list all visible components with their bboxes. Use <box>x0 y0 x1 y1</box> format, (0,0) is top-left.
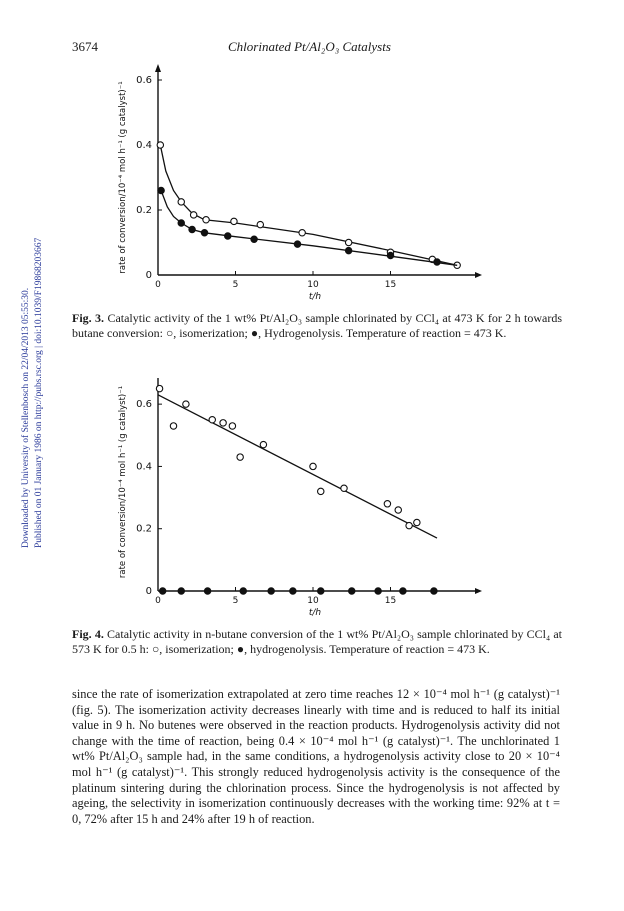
y-axis-label: rate of conversion/10⁻⁴ mol h⁻¹ (g catalyst)⁻¹ <box>118 385 128 579</box>
isomerization-point <box>299 230 305 236</box>
hydrogenolysis-point <box>434 259 440 265</box>
x-tick-label: 10 <box>307 596 319 606</box>
isomerization-point <box>260 441 266 447</box>
isomerization-curve <box>158 395 437 538</box>
y-tick-label: 0.4 <box>136 140 152 151</box>
figure-4-chart <box>110 378 490 623</box>
y-tick-label: 0.6 <box>136 399 152 411</box>
isomerization-point <box>231 218 237 224</box>
hydrogenolysis-curve <box>161 191 457 266</box>
y-tick-label: 0 <box>145 270 152 281</box>
publication-note: Published on 01 January 1986 on http://pubs.rsc.org | doi:10.1039/F19868203667 <box>34 237 44 548</box>
isomerization-point <box>395 507 401 513</box>
isomerization-point <box>157 142 163 148</box>
hydrogenolysis-point <box>290 588 296 594</box>
hydrogenolysis-point <box>349 588 355 594</box>
x-axis-label: t/h <box>308 292 322 302</box>
isomerization-point <box>156 385 162 391</box>
x-tick-label: 0 <box>155 280 161 290</box>
hydrogenolysis-point <box>294 241 300 247</box>
figure-4-caption <box>72 627 562 657</box>
hydrogenolysis-point <box>189 226 195 232</box>
hydrogenolysis-point <box>251 236 257 242</box>
y-tick-label: 0.4 <box>136 461 152 473</box>
y-tick-label: 0.6 <box>136 75 152 86</box>
figure-3-caption-label: Fig. 3. <box>72 311 105 325</box>
running-title: Chlorinated Pt/Al₂O₃ Catalysts <box>228 39 391 54</box>
page-number: 3674 <box>72 39 98 54</box>
hydrogenolysis-point <box>387 252 393 258</box>
body-paragraph: since the rate of isomerization extrapolated at zero time reaches 12 × 10⁻⁴ mol h⁻¹ (g catalyst)⁻¹ (fig. 5). The isomerization activity decreases linearly with time and is reduced to half its initial value in 9 h. No butenes were observed in the reaction products. Hydrogenolysis activity did not change with the time of reaction, being 0.4 × 10⁻⁴ mol h⁻¹ (g catalyst)⁻¹. The unchlorinated 1 wt% Pt/Al₂O₃ sample had, in the same conditions, a hydrogenolysis activity close to 20 × 10⁻⁴ mol h⁻¹ (g catalyst)⁻¹. This strongly reduced hydrogenolysis activity is the consequence of the platinum sintering during the chlorination process. Since the hydrogenolysis is not affected by ageing, the selectivity in isomerization continuously decreases with the working time: 92% at t = 0, 72% after 15 h and 24% after 19 h of reaction. <box>72 687 560 826</box>
x-tick-label: 0 <box>155 596 161 606</box>
isomerization-point <box>384 501 390 507</box>
isomerization-point <box>203 217 209 223</box>
hydrogenolysis-point <box>400 588 406 594</box>
isomerization-point <box>183 401 189 407</box>
x-tick-label: 15 <box>384 280 397 290</box>
isomerization-point <box>178 199 184 205</box>
figure-4-caption-label: Fig. 4. <box>72 627 104 641</box>
x-tick-label: 15 <box>384 596 397 606</box>
download-note: Downloaded by University of Stellenbosch on 22/04/2013 05:55:30. <box>21 287 31 548</box>
hydrogenolysis-point <box>345 247 351 253</box>
x-axis-label: t/h <box>308 608 322 618</box>
hydrogenolysis-point <box>375 588 381 594</box>
x-tick-label: 10 <box>307 280 319 290</box>
isomerization-point <box>310 463 316 469</box>
x-tick-label: 5 <box>232 596 239 606</box>
isomerization-point <box>318 488 324 494</box>
y-tick-label: 0 <box>145 586 152 597</box>
x-axis-arrow <box>475 272 482 278</box>
isomerization-point <box>341 485 347 491</box>
isomerization-curve <box>160 145 457 265</box>
isomerization-point <box>190 212 196 218</box>
figure-3-caption <box>72 311 562 341</box>
hydrogenolysis-point <box>178 588 184 594</box>
body-text <box>72 687 560 827</box>
hydrogenolysis-point <box>158 187 164 193</box>
x-tick-label: 5 <box>232 280 239 290</box>
figure-3-chart <box>110 60 490 305</box>
y-tick-label: 0.2 <box>136 523 152 535</box>
isomerization-point <box>209 417 215 423</box>
hydrogenolysis-point <box>204 588 210 594</box>
isomerization-point <box>414 519 420 525</box>
figure-3-caption-text: Catalytic activity of the 1 wt% Pt/Al₂O₃ sample chlorinated by CCl₄ at 473 K for 2 h towards butane conversion: ○, isomerization; ●, Hydrogenolysis. Temperature of reaction = 473 K. <box>72 311 563 340</box>
hydrogenolysis-point <box>318 588 324 594</box>
y-axis-arrow <box>155 64 161 72</box>
y-tick-label: 0.2 <box>136 205 152 216</box>
hydrogenolysis-point <box>159 588 165 594</box>
hydrogenolysis-point <box>431 588 437 594</box>
x-axis-arrow <box>475 588 482 594</box>
hydrogenolysis-point <box>268 588 274 594</box>
isomerization-point <box>345 239 351 245</box>
hydrogenolysis-point <box>240 588 246 594</box>
y-axis-label: rate of conversion/10⁻⁴ mol h⁻¹ (g catalyst)⁻¹ <box>118 81 128 274</box>
isomerization-point <box>220 420 226 426</box>
isomerization-point <box>229 423 235 429</box>
isomerization-point <box>237 454 243 460</box>
isomerization-point <box>170 423 176 429</box>
hydrogenolysis-point <box>201 230 207 236</box>
isomerization-point <box>257 221 263 227</box>
isomerization-point <box>406 522 412 528</box>
hydrogenolysis-point <box>225 233 231 239</box>
hydrogenolysis-point <box>178 220 184 226</box>
figure-4-caption-text: Catalytic activity in n-butane conversion of the 1 wt% Pt/Al₂O₃ sample chlorinated by CCl₄ at 573 K for 0.5 h: ○, isomerization; ●, hydrogenolysis. Temperature of reaction = 473 K. <box>72 627 562 656</box>
